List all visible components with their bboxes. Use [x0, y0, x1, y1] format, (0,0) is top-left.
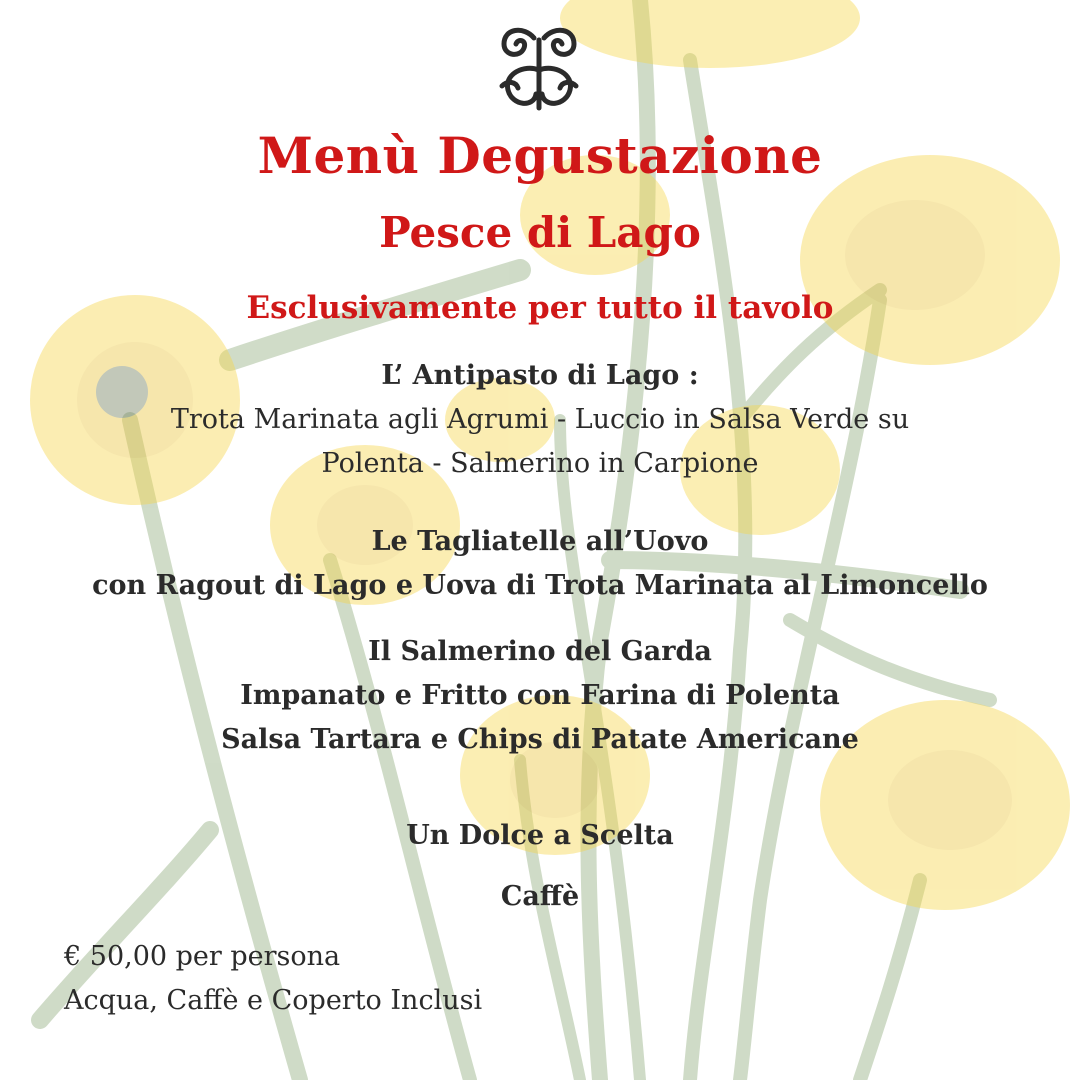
course-title-dolce: Un Dolce a Scelta [406, 820, 674, 851]
course-title-tagliatelle: Le Tagliatelle all’Uovo [371, 526, 709, 557]
course-title-caffe: Caffè [500, 881, 580, 912]
menu-title: Menù Degustazione [257, 126, 823, 185]
course-title-salmerino: Il Salmerino del Garda [368, 636, 712, 667]
ornamental-monogram-icon [494, 24, 584, 116]
course-description-line: Impanato e Fritto con Farina di Polenta [240, 680, 840, 711]
course-description-line: Salsa Tartara e Chips di Patate Americane [221, 724, 859, 755]
course-description-line: Polenta - Salmerino in Carpione [321, 448, 759, 479]
course-description-line: Trota Marinata agli Agrumi - Luccio in Salsa Verde su [170, 404, 910, 435]
price-per-person: € 50,00 per persona [64, 941, 341, 972]
table-notice: Esclusivamente per tutto il tavolo [246, 290, 834, 326]
course-title-antipasto: L’ Antipasto di Lago : [381, 360, 699, 391]
course-description-line: con Ragout di Lago e Uova di Trota Marinata al Limoncello [92, 570, 988, 601]
included-items: Acqua, Caffè e Coperto Inclusi [64, 985, 483, 1016]
menu-subtitle: Pesce di Lago [379, 208, 701, 257]
